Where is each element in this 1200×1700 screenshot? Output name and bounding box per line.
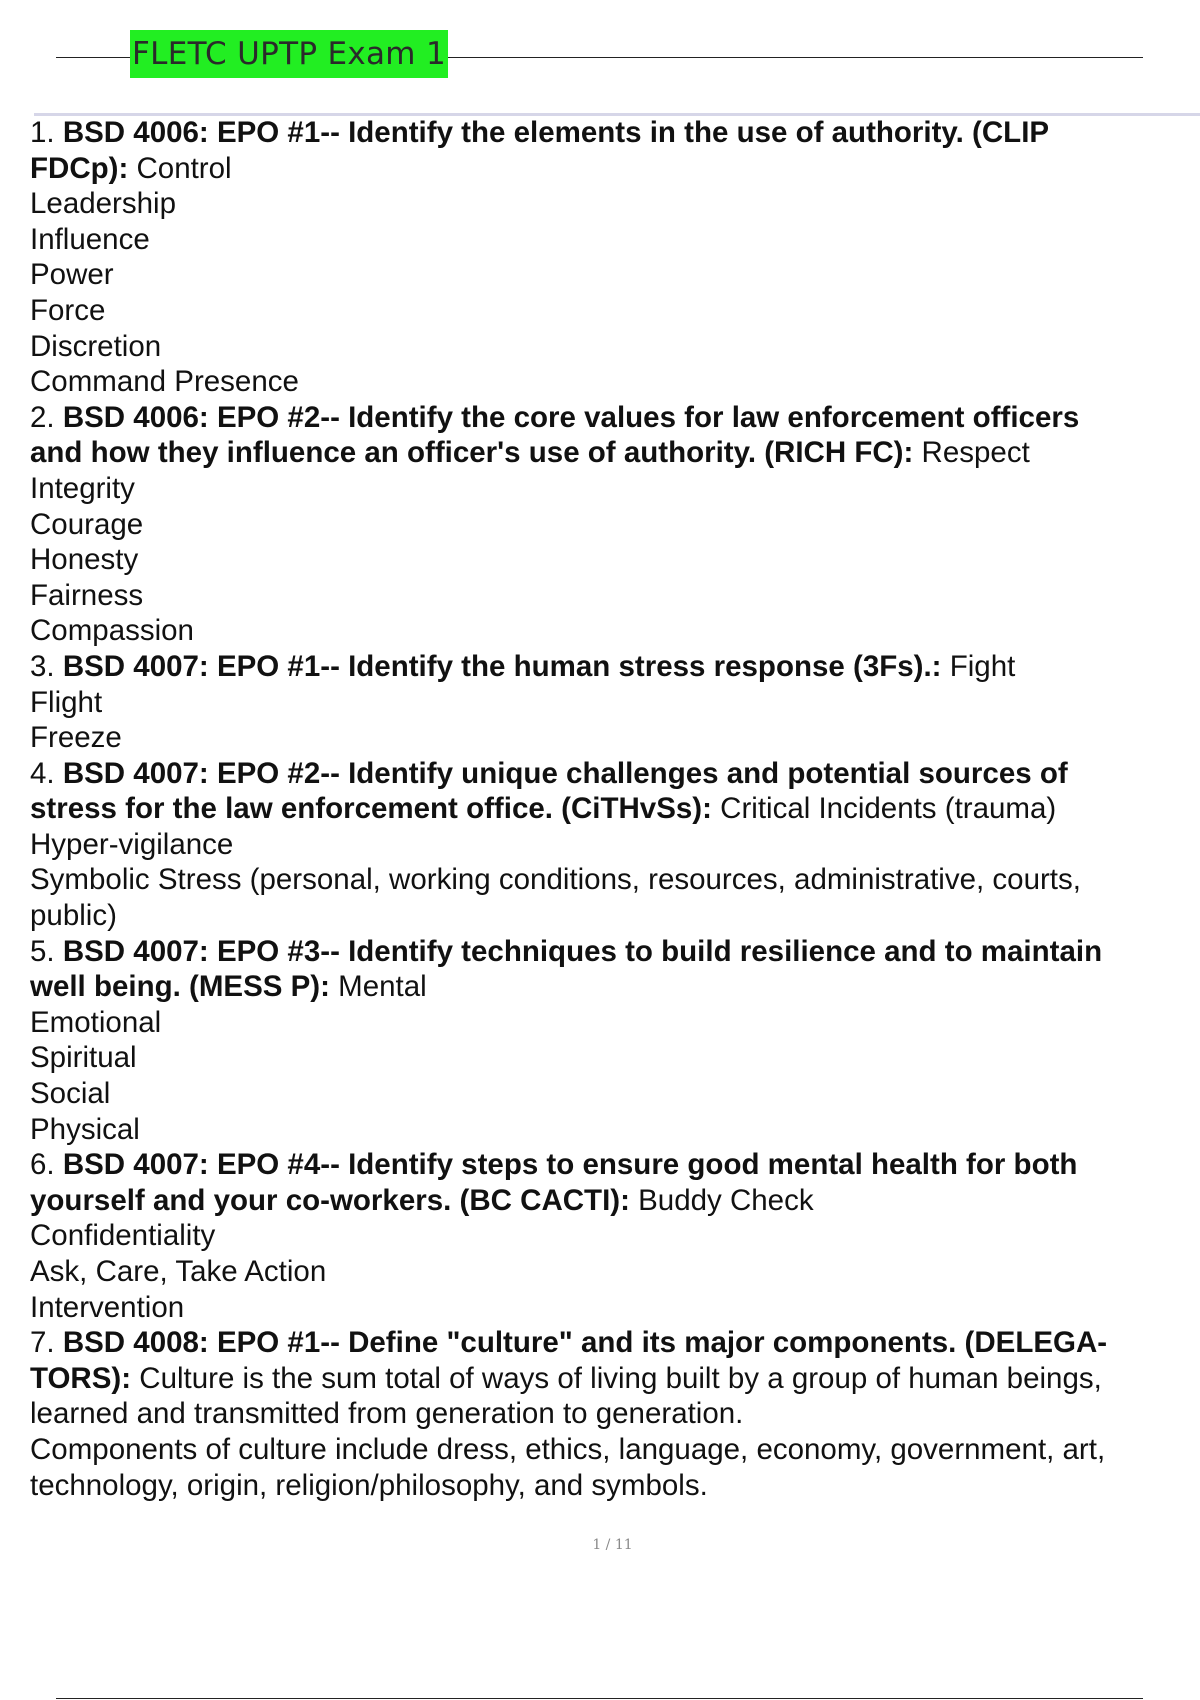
qa-line [30,1218,1200,1254]
answer-text: Components of culture include dress, ethics, language, economy, government, art, [30,1432,1106,1466]
qa-line [30,613,1200,649]
qa-line [30,222,1200,258]
answer-text: Freeze [30,721,122,755]
answer-text: Ask, Care, Take Action [30,1255,327,1288]
footer-rule [56,1698,1143,1699]
qa-item [30,649,1200,756]
answer-text: Respect [913,436,1030,470]
question-number: 6. [30,1148,63,1182]
qa-line [30,1076,1200,1112]
answer-text: Confidentiality [30,1219,216,1253]
qa-item [30,1325,1200,1503]
answer-text: Fight [941,649,1016,683]
qa-line [30,1183,1200,1219]
answer-text: Honesty [30,543,139,577]
qa-line [30,435,1200,471]
qa-item [30,1147,1200,1325]
answer-text: Courage [30,507,144,541]
qa-line [30,542,1200,578]
question-text: BSD 4006: EPO #1-- Identify the elements in the use of authority. (CLIP [62,116,1050,149]
qa-line [30,791,1200,827]
answer-text: Culture is the sum total of ways of living built by a group of human beings, [131,1361,1102,1395]
qa-line [30,649,1200,685]
question-text: well being. (MESS P): [30,970,330,1004]
qa-line [30,1468,1200,1504]
question-number: 3. [30,649,63,683]
question-text: BSD 4006: EPO #2-- Identify the core values for law enforcement officers [62,400,1080,434]
question-text: stress for the law enforcement office. (CiTHvSs): [30,792,712,826]
answer-text: Flight [30,685,103,719]
question-number: 1. [30,116,63,149]
question-number: 7. [30,1326,63,1360]
answer-text: Force [30,293,106,327]
qa-line [30,1361,1200,1397]
qa-line [30,969,1200,1005]
answer-text: Hyper-vigilance [30,827,234,861]
question-text: BSD 4007: EPO #4-- Identify steps to ensure good mental health for both [62,1148,1078,1182]
qa-line [30,862,1200,898]
question-text: TORS): [30,1361,132,1395]
qa-item [30,934,1200,1148]
answer-text: Command Presence [30,365,299,399]
qa-line [30,1005,1200,1041]
question-text: yourself and your co-workers. (BC CACTI): [30,1183,630,1217]
document-title: FLETC UPTP Exam 1 [130,30,448,78]
qa-line [30,578,1200,614]
qa-line [30,1396,1200,1432]
page-number: 1 / 11 [592,1537,633,1553]
qa-line [30,151,1200,187]
qa-line [30,1432,1200,1468]
question-text: BSD 4007: EPO #2-- Identify unique challenges and potential sources of [62,756,1068,790]
qa-line [30,257,1200,293]
question-number: 4. [30,756,63,790]
qa-line [30,720,1200,756]
answer-text: Buddy Check [629,1183,814,1217]
qa-line [30,186,1200,222]
qa-line [30,364,1200,400]
answer-text: Integrity [30,471,135,505]
answer-text: Spiritual [30,1041,137,1075]
question-text: FDCp): [30,151,129,185]
answer-text: technology, origin, religion/philosophy, and symbols. [30,1468,708,1502]
qa-line [30,1040,1200,1076]
answer-text: Social [30,1077,111,1111]
qa-line [30,934,1200,970]
question-number: 2. [30,400,63,434]
answer-text: Intervention [30,1290,185,1324]
answer-text: Fairness [30,578,144,612]
answer-text: Leadership [30,187,176,221]
qa-line [30,115,1200,151]
answer-text: Emotional [30,1005,162,1039]
answer-text: Control [128,151,232,185]
qa-item [30,400,1200,649]
answer-text: Physical [30,1112,140,1146]
qa-line [30,293,1200,329]
qa-item [30,756,1200,934]
question-text: BSD 4007: EPO #1-- Identify the human stress response (3Fs).: [62,649,942,683]
answer-text: Discretion [30,329,162,363]
qa-line [30,898,1200,934]
qa-line [30,1290,1200,1326]
answer-text: Mental [329,970,427,1004]
answer-text: public) [30,899,117,933]
qa-line [30,1112,1200,1148]
answer-text: Influence [30,222,150,256]
answer-text: learned and transmitted from generation to generation. [30,1397,744,1431]
qa-line [30,756,1200,792]
qa-line [30,827,1200,863]
qa-line [30,471,1200,507]
qa-line [30,685,1200,721]
qa-line [30,1147,1200,1183]
answer-text: Critical Incidents (trauma) [711,792,1057,826]
answer-text: Power [30,258,114,292]
question-number: 5. [30,934,63,968]
answer-text: Compassion [30,614,194,648]
qa-line [30,507,1200,543]
qa-line [30,400,1200,436]
qa-line [30,329,1200,365]
qa-line [30,1325,1200,1361]
question-text: BSD 4008: EPO #1-- Define "culture" and its major components. (DELEGA- [62,1326,1108,1360]
exam-content [30,115,1200,1503]
question-text: and how they influence an officer's use of authority. (RICH FC): [30,436,914,470]
qa-item [30,115,1200,400]
answer-text: Symbolic Stress (personal, working conditions, resources, administrative, courts, [30,863,1081,897]
question-text: BSD 4007: EPO #3-- Identify techniques to build resilience and to maintain [62,934,1103,968]
qa-line [30,1254,1200,1290]
